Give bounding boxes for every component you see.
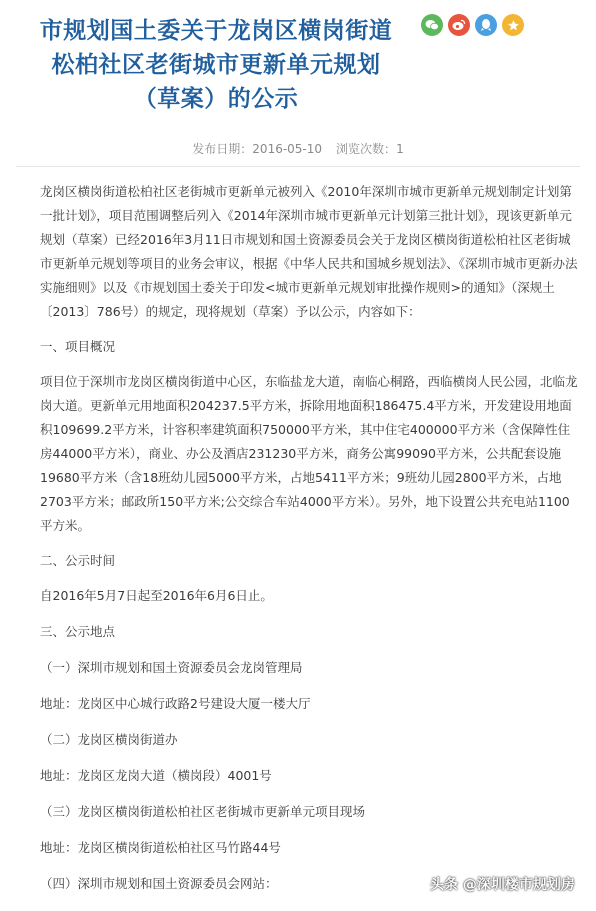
divider	[16, 166, 580, 167]
location-4: （四）深圳市规划和国土资源委员会网站：	[40, 876, 278, 891]
section-heading-time: 二、公示时间	[40, 553, 116, 568]
views-label: 浏览次数：	[336, 142, 397, 156]
views-value: 1	[396, 142, 404, 156]
star-glyph-icon	[507, 19, 520, 32]
qq-glyph-icon	[480, 18, 492, 32]
share-bar	[421, 14, 524, 36]
location-1: （一）深圳市规划和国土资源委员会龙岗管理局	[40, 660, 303, 675]
date-label: 发布日期：	[192, 142, 253, 156]
overview-paragraph: 项目位于深圳市龙岗区横岗街道中心区，东临盐龙大道，南临心桐路，西临横岗人民公园，北临龙岗大道。更新单元用地面积204237.5平方米，拆除用地面积186475.4平方米，开发建设用地面积109699.2平方米，计容积率建筑面积750000平方米，其中住宅400000平方米（含保障性住房44000平方米），商业、办公及酒店231230平方米，商务公寓99090平方米，公共配套设施19680平方米（含18班幼儿园5000平方米，占地5411平方米；9班幼儿园2800平方米，占地2703平方米；邮政所150平方米;公交综合车站4000平方米）。另外，地下设置公共充电站1100平方米。	[40, 374, 578, 533]
weibo-glyph-icon	[452, 19, 466, 31]
weibo-share-icon[interactable]	[448, 14, 470, 36]
article-title	[12, 14, 420, 116]
location-3: （三）龙岗区横岗街道松柏社区老街城市更新单元项目现场	[40, 804, 366, 819]
address-2: 地址：龙岗区龙岗大道（横岗段）4001号	[40, 768, 272, 783]
time-paragraph: 自2016年5月7日起至2016年6月6日止。	[40, 588, 273, 603]
title-line-2: 松柏社区老街城市更新单元规划	[51, 52, 381, 78]
intro-paragraph: 龙岗区横岗街道松柏社区老街城市更新单元被列入《2010年深圳市城市更新单元规划制定计划第一批计划》，项目范围调整后列入《2014年深圳市城市更新单元计划第三批计划》，现该更新单元规划（草案）已经2016年3月11日市规划和国土资源委员会关于龙岗区横岗街道松柏社区老街城市更新单元规划等项目的业务会审议，根据《中华人民共和国城乡规划法》、《深圳市城市更新办法实施细则》以及《市规划国土委关于印发<城市更新单元规划审批操作规则>的通知》（深规土〔2013〕786号）的规定，现将规划（草案）予以公示，内容如下：	[40, 184, 578, 319]
title-line-3: （草案）的公示	[133, 86, 299, 112]
wechat-share-icon[interactable]	[421, 14, 443, 36]
qq-share-icon[interactable]	[475, 14, 497, 36]
address-3: 地址：龙岗区横岗街道松柏社区马竹路44号	[40, 840, 281, 855]
wechat-glyph-icon	[425, 19, 439, 31]
section-heading-overview: 一、项目概况	[40, 339, 116, 354]
location-2: （二）龙岗区横岗街道办	[40, 732, 178, 747]
watermark-text: 头条 @深圳楼市规划房	[430, 877, 575, 893]
title-line-1: 市规划国土委关于龙岗区横岗街道	[39, 18, 393, 44]
article-body	[40, 180, 578, 908]
favorite-share-icon[interactable]	[502, 14, 524, 36]
article-meta	[0, 140, 596, 157]
address-1: 地址：龙岗区中心城行政路2号建设大厦一楼大厅	[40, 696, 311, 711]
source-watermark	[430, 874, 575, 894]
date-value: 2016-05-10	[252, 142, 323, 156]
section-heading-location: 三、公示地点	[40, 624, 116, 639]
